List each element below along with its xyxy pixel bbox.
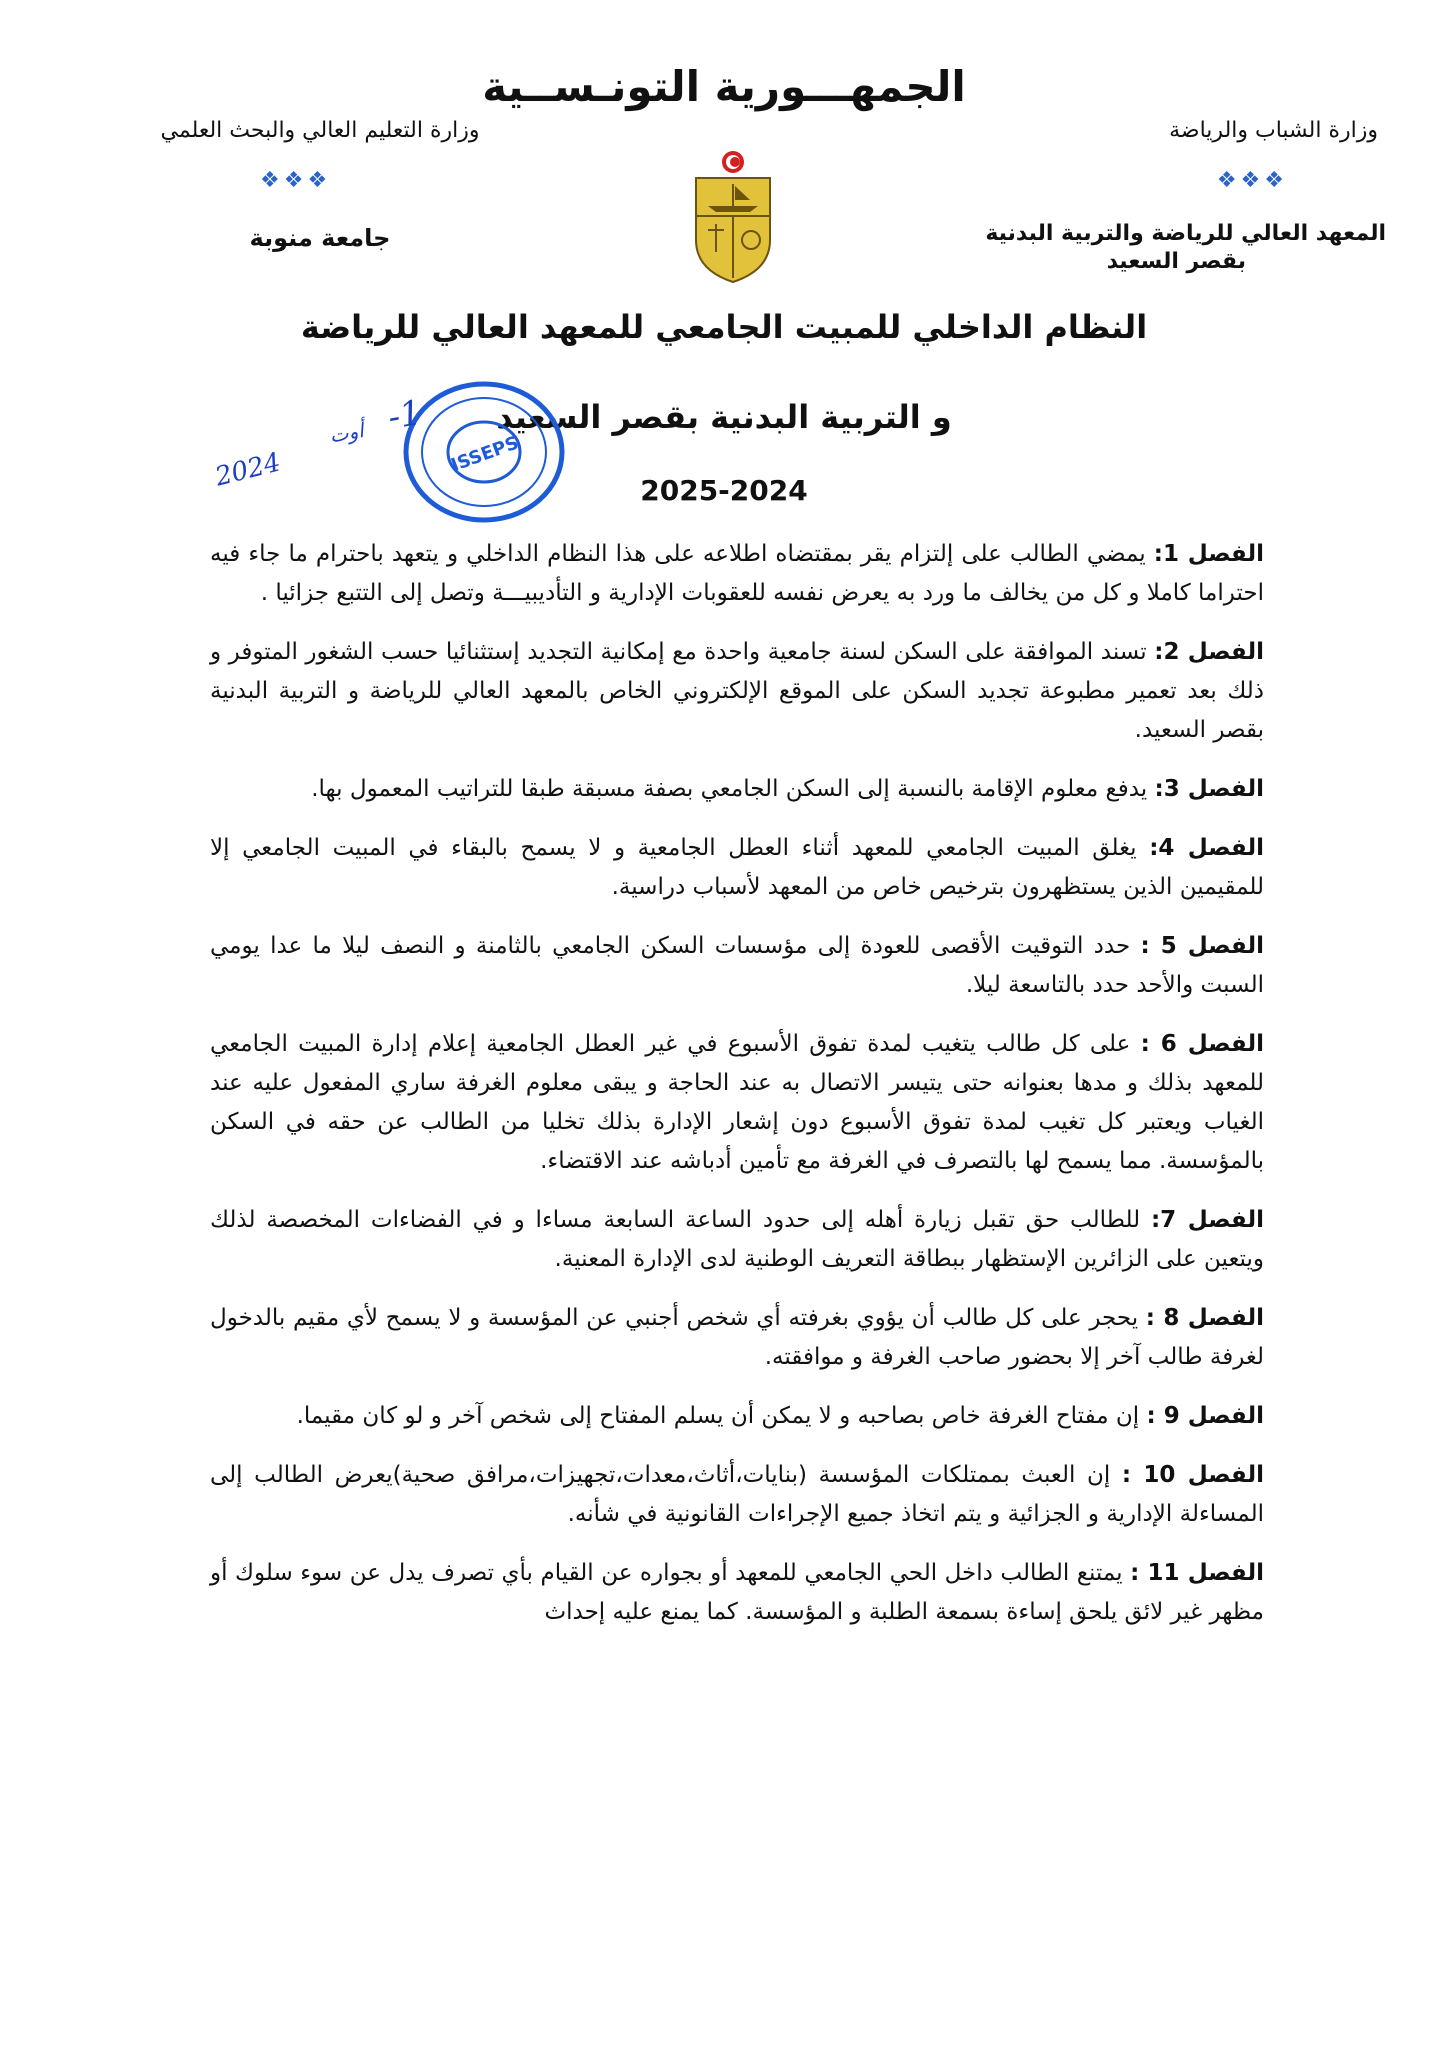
article-label: الفصل 4: — [1149, 835, 1264, 861]
article-6 — [210, 1025, 1264, 1181]
article-text: يدفع معلوم الإقامة بالنسبة إلى السكن الجامعي بصفة مسبقة طبقا للتراتيب المعمول بها. — [311, 776, 1155, 802]
svg-text:أوت: أوت — [327, 418, 366, 448]
article-label: الفصل 9 : — [1146, 1403, 1264, 1429]
institute-line2: بقصر السعيد — [1106, 249, 1246, 274]
article-label: الفصل 8 : — [1145, 1305, 1264, 1331]
article-text: يمتنع الطالب داخل الحي الجامعي للمعهد أو بجواره عن القيام بأي تصرف يدل عن سوء سلوك أو مظهر غير لائق يلحق إساءة بسمعة الطلبة و المؤسسة. كما يمنع عليه إحداث — [210, 1560, 1264, 1625]
ornament-left: ❖❖❖ — [260, 168, 332, 193]
article-text: على كل طالب يتغيب لمدة تفوق الأسبوع في غير العطل الجامعية إعلام إدارة المبيت الجامعي للمعهد بذلك و مدها بعنوانه حتى يتيسر الاتصال به عند الحاجة و يبقى معلوم الغرفة ساري المفعول عليه عند الغياب ويعتبر كل تغيب لمدة تفوق الأسبوع دون إشعار الإدارة بذلك تخليا من الطالب عن حقه في السكن بالمؤسسة. مما يسمح لها بالتصرف في الغرفة مع تأمين أدباشه عند الاقتضاء. — [210, 1031, 1264, 1174]
article-label: الفصل 10 : — [1121, 1462, 1264, 1488]
article-label: الفصل 7: — [1150, 1207, 1264, 1233]
article-8 — [210, 1299, 1264, 1377]
institute-name — [966, 220, 1386, 276]
article-4 — [210, 829, 1264, 907]
article-label: الفصل 3: — [1154, 776, 1264, 802]
ministry-youth-sports: وزارة الشباب والرياضة — [1169, 118, 1378, 143]
article-11 — [210, 1554, 1264, 1632]
svg-text:ISSEPS: ISSEPS — [448, 432, 522, 477]
article-2 — [210, 633, 1264, 750]
article-5 — [210, 927, 1264, 1005]
articles-body — [210, 535, 1264, 1652]
document-title-line1: النظام الداخلي للمبيت الجامعي للمعهد العالي للرياضة — [300, 308, 1148, 346]
academic-year: 2025-2024 — [640, 474, 808, 507]
article-text: يحجر على كل طالب أن يؤوي بغرفته أي شخص أجنبي عن المؤسسة و لا يسمح لأي مقيم بالدخول لغرفة طالب آخر إلا بحضور صاحب الغرفة و موافقته. — [210, 1305, 1264, 1370]
article-label: الفصل 6 : — [1140, 1031, 1264, 1057]
article-1 — [210, 535, 1264, 613]
article-10 — [210, 1456, 1264, 1534]
document-title-line2: و التربية البدنية بقصر السعيد — [496, 398, 952, 436]
article-text: يمضي الطالب على إلتزام يقر بمقتضاه اطلاعه على هذا النظام الداخلي و يتعهد باحترام ما جاء فيه احتراما كاملا و كل من يخالف ما ورد به يعرض نفسه للعقوبات الإدارية و التأديبيـــة وتصل إلى التتبع جزائيا . — [210, 541, 1264, 606]
article-text: إن العبث بممتلكات المؤسسة (بنايات،أثاث،معدات،تجهيزات،مرافق صحية)يعرض الطالب إلى المساءلة الإدارية و الجزائية و يتم اتخاذ جميع الإجراءات القانونية في شأنه. — [210, 1462, 1264, 1527]
svg-text:2024: 2024 — [212, 447, 284, 493]
article-text: تسند الموافقة على السكن لسنة جامعية واحدة مع إمكانية التجديد إستثنائيا حسب الشغور المتوفر و ذلك بعد تعمير مطبوعة تجديد السكن على الموقع الإلكتروني الخاص بالمعهد العالي للرياضة و التربية البدنية بقصر السعيد. — [210, 639, 1264, 743]
ornament-right: ❖❖❖ — [1216, 168, 1288, 193]
institution-stamp-icon — [394, 372, 574, 532]
article-9 — [210, 1397, 1264, 1436]
handwritten-date-icon — [190, 392, 425, 493]
article-label: الفصل 2: — [1154, 639, 1264, 665]
ministry-higher-education: وزارة التعليم العالي والبحث العلمي — [160, 118, 480, 143]
article-text: حدد التوقيت الأقصى للعودة إلى مؤسسات السكن الجامعي بالثامنة و النصف ليلا ما عدا يومي السبت والأحد حدد بالتاسعة ليلا. — [210, 933, 1264, 998]
svg-text:1-: 1- — [385, 392, 425, 438]
article-text: إن مفتاح الغرفة خاص بصاحبه و لا يمكن أن يسلم المفتاح إلى شخص آخر و لو كان مقيما. — [296, 1403, 1147, 1429]
article-3 — [210, 770, 1264, 809]
tunisia-coat-of-arms-icon — [688, 148, 778, 288]
article-label: الفصل 11 : — [1130, 1560, 1264, 1586]
article-label: الفصل 5 : — [1140, 933, 1264, 959]
article-label: الفصل 1: — [1153, 541, 1264, 567]
article-7 — [210, 1201, 1264, 1279]
institute-line1: المعهد العالي للرياضة والتربية البدنية — [985, 221, 1386, 246]
republic-title: الجمهـــورية التونـســية — [482, 62, 966, 111]
article-text: يغلق المبيت الجامعي للمعهد أثناء العطل الجامعية و لا يسمح بالبقاء في المبيت الجامعي إلا للمقيمين الذين يستظهرون بترخيص خاص من المعهد لأسباب دراسية. — [210, 835, 1264, 900]
article-text: للطالب حق تقبل زيارة أهله إلى حدود الساعة السابعة مساءا و في الفضاءات المخصصة لذلك ويتعين على الزائرين الإستظهار ببطاقة التعريف الوطنية لدى الإدارة المعنية. — [210, 1207, 1264, 1272]
university-name: جامعة منوبة — [249, 224, 391, 252]
